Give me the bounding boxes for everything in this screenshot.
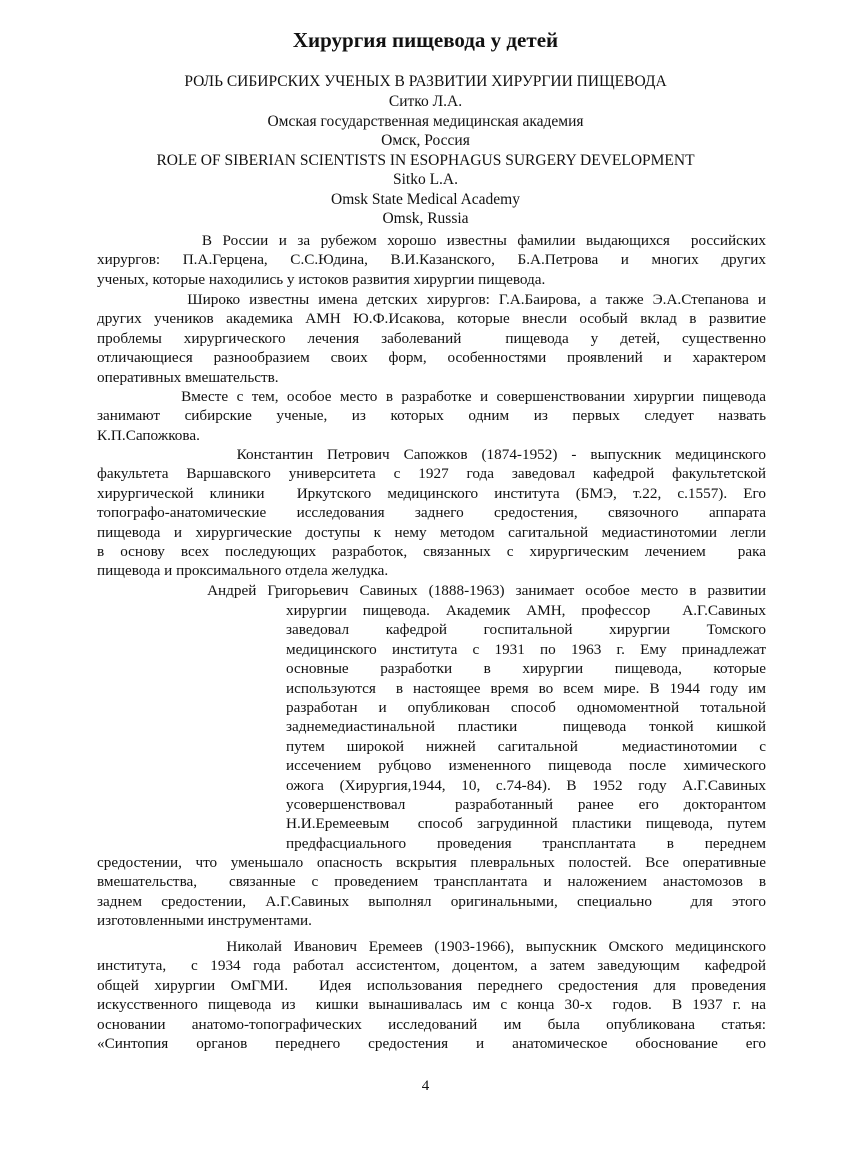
paragraph-4 (97, 445, 766, 581)
text-line: топографо-анатомические исследования заднего средостения, связочного аппарата (97, 504, 766, 522)
paragraph-5-indented (286, 601, 766, 853)
affiliation-en: Omsk State Medical Academy (331, 191, 520, 208)
text-line: вмешательства, связанные с проведением трансплантата и наложением анастомозов в (97, 873, 766, 891)
text-line: Николай Иванович Еремеев (1903-1966), выпускник Омского медицинского (97, 938, 766, 955)
text-line: хирургической клиники Иркутского медицинского института (БМЭ, т.22, с.1557). Его (97, 484, 766, 502)
text-line: ученых, которые находились у истоков развития хирургии пищевода. (97, 270, 546, 288)
page-title: Хирургия пищевода у детей (292, 28, 559, 52)
text-line: ожога (Хирургия,1944, 10, с.74-84). В 1952 году А.Г.Савиных (286, 776, 766, 794)
text-line: медицинского института с 1931 по 1963 г. Ему принадлежат (286, 640, 766, 658)
paragraph-2 (97, 290, 766, 387)
text-line: основании анатомо-топографических исследований им была опубликована статья: (97, 1015, 766, 1033)
text-line: оперативных вмешательств. (97, 368, 279, 386)
article-title-ru: РОЛЬ СИБИРСКИХ УЧЕНЫХ В РАЗВИТИИ ХИРУРГИИ ПИЩЕВОДА (184, 73, 667, 90)
city-en: Omsk, Russia (382, 210, 469, 227)
text-line: других учеников академика АМН Ю.Ф.Исакова, которые внесли особый вклад в развитие (97, 310, 766, 328)
text-line: пищевода и проксимального отдела желудка. (97, 562, 389, 580)
text-line: проблемы хирургического лечения заболеваний пищевода у детей, существенно (97, 329, 766, 347)
text-line: заднем средостении, А.Г.Савиных выполнял оригинальными, специально для этого (97, 892, 766, 910)
text-line: факультета Варшавского университета с 1927 года заведовал кафедрой факультетской (97, 465, 766, 483)
text-line: заведовал кафедрой госпитальной хирургии Томского (286, 621, 766, 639)
page-number: 4 (421, 1078, 430, 1094)
text-line: хирургов: П.А.Герцена, С.С.Юдина, В.И.Казанского, Б.А.Петрова и многих других (97, 251, 766, 269)
text-line: средостении, что уменьшало опасность вскрытия плевральных полостей. Все оперативные (97, 854, 766, 871)
text-line: Константин Петрович Сапожков (1874-1952) - выпускник медицинского (97, 446, 766, 463)
text-line: Широко известны имена детских хирургов: Г.А.Баирова, а также Э.А.Степанова и (97, 291, 766, 308)
text-line: изготовленными инструментами. (97, 912, 312, 930)
text-line: используются в настоящее время во всем мире. В 1944 году им (286, 679, 766, 697)
text-line: хирургии пищевода. Академик АМН, профессор А.Г.Савиных (286, 602, 766, 619)
text-line: общей хирургии ОмГМИ. Идея использования переднего средостения для проведения (97, 976, 766, 994)
text-line: основные разработки в хирургии пищевода, которые (286, 660, 766, 678)
text-line: Н.И.Еремеевым способ загрудинной пластики пищевода, путем (286, 815, 766, 833)
city-ru: Омск, Россия (381, 132, 470, 149)
text-line: предфасциального проведения трансплантата в переднем (286, 834, 766, 852)
author-ru: Ситко Л.А. (388, 93, 463, 110)
paragraph-3 (97, 387, 766, 445)
article-title-en: ROLE OF SIBERIAN SCIENTISTS IN ESOPHAGUS SURGERY DEVELOPMENT (156, 152, 695, 169)
paragraph-5-rest (97, 853, 766, 931)
text-line: в основу всех последующих разработок, связанных с хирургическим лечением рака (97, 542, 766, 560)
text-line: отличающиеся разнообразием своих форм, особенностями проявлений и характером (97, 349, 766, 367)
text-line: В России и за рубежом хорошо известны фамилии выдающихся российских (97, 232, 766, 249)
text-line: усовершенствовал разработанный ранее его докторантом (286, 795, 766, 813)
text-line: путем широкой нижней сагитальной медиастинотомии с (286, 737, 766, 755)
text-line: института, с 1934 года работал ассистентом, доцентом, а затем заведующим кафедрой (97, 957, 766, 975)
paragraph-5-first-line (97, 581, 766, 600)
text-line: разработан и опубликован способ одномоментной тотальной (286, 698, 766, 716)
text-line: искусственного пищевода из кишки вынашивалась им с конца 30-х годов. В 1937 г. на (97, 996, 766, 1014)
affiliation-ru: Омская государственная медицинская академия (267, 113, 584, 130)
text-line: занимают сибирские ученые, из которых одним из первых следует назвать (97, 407, 766, 425)
paragraph-1 (97, 231, 766, 289)
text-line: иссечением рубцово измененного пищевода после химического (286, 757, 766, 775)
text-line: пищевода и хирургические доступы к нему методом сагитальной медиастинотомии легли (97, 523, 766, 541)
text-line: Андрей Григорьевич Савиных (1888-1963) занимает особое место в развитии (97, 582, 766, 599)
text-line: Вместе с тем, особое место в разработке и совершенствовании хирургии пищевода (97, 388, 766, 405)
text-line: «Синтопия органов переднего средостения и анатомическое обоснование его (97, 1034, 766, 1052)
author-en: Sitko L.A. (392, 171, 459, 188)
text-line: К.П.Сапожкова. (97, 426, 200, 444)
text-line: заднемедиастинальной пластики пищевода тонкой кишкой (286, 718, 766, 736)
paragraph-6 (97, 937, 766, 1053)
